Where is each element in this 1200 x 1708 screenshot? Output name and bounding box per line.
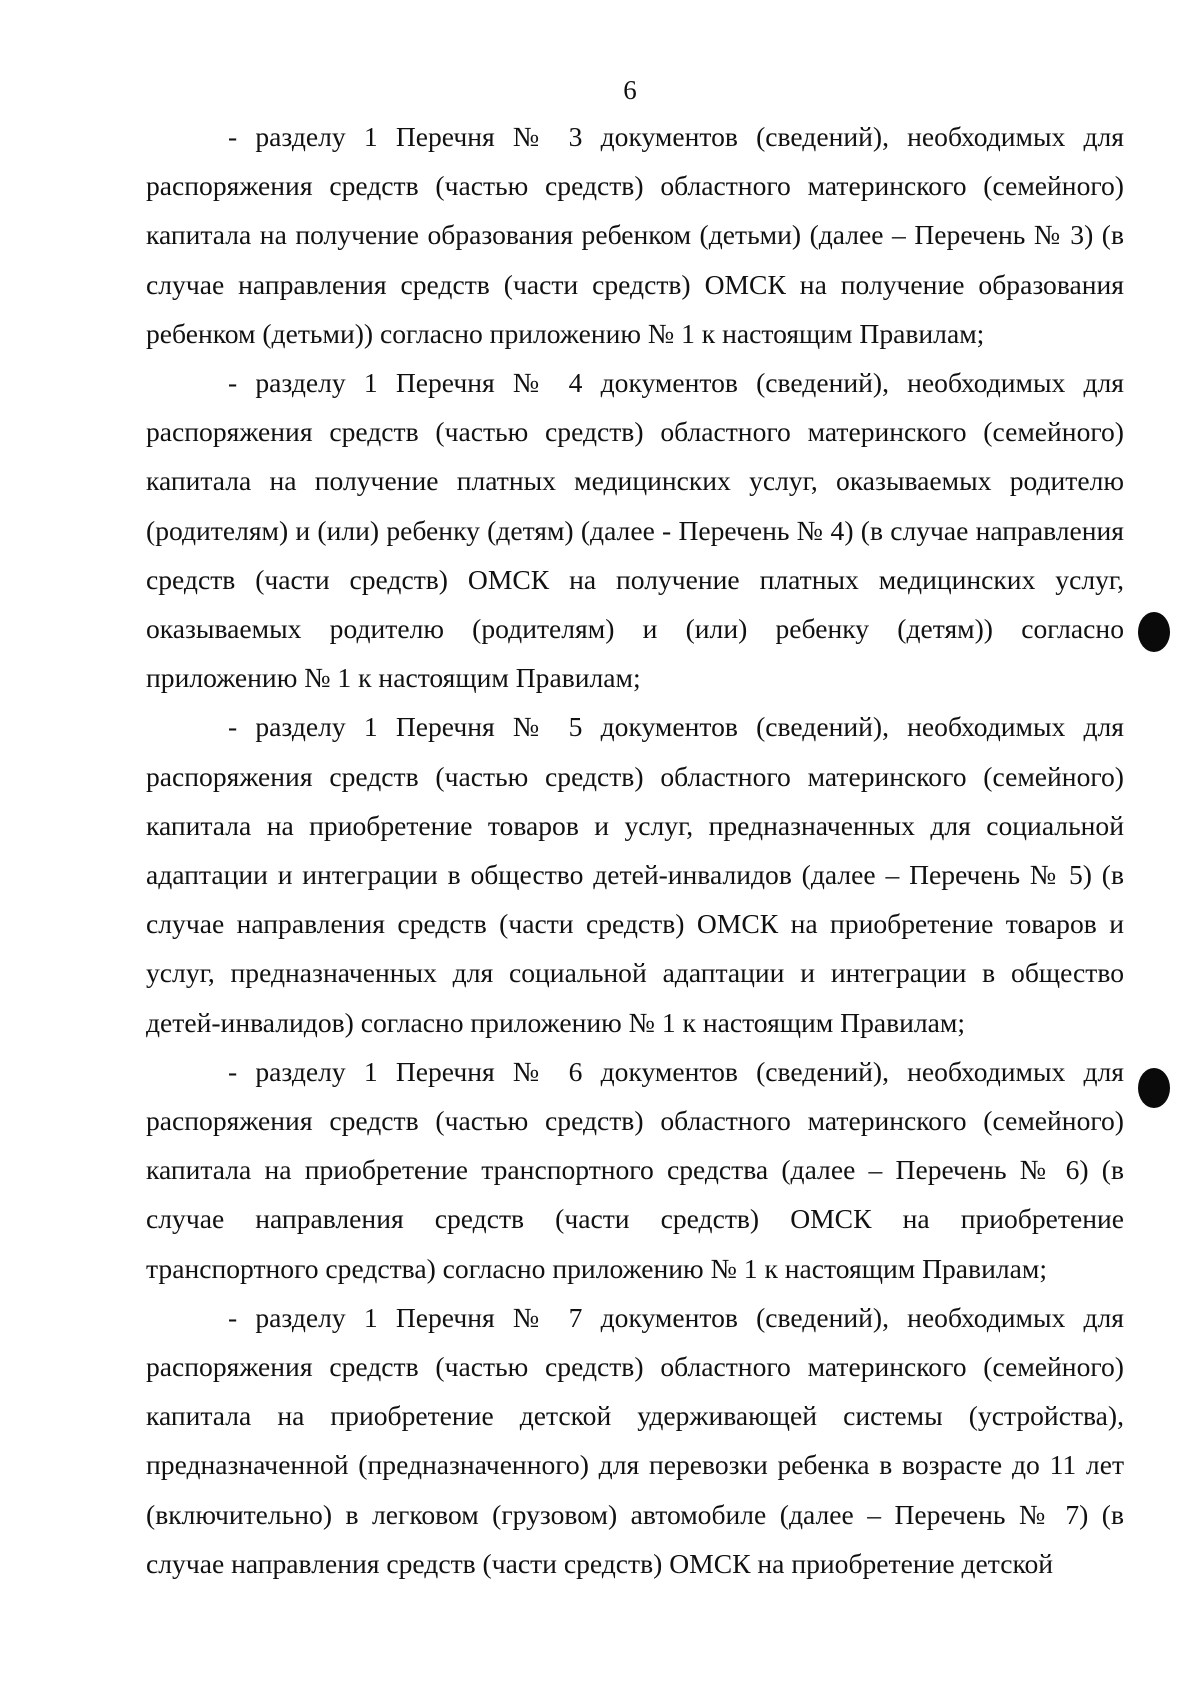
document-body bbox=[146, 112, 1124, 1588]
paragraph-list-4: - разделу 1 Перечня № 4 документов (сведений), необходимых для распоряжения средств (частью средств) областного материнского (семейного) капитала на получение платных медицинских услуг, оказываемых родителю (родителям) и (или) ребенку (детям) (далее - Перечень № 4) (в случае направления средств (части средств) ОМСК на получение платных медицинских услуг, оказываемых родителю (родителям) и (или) ребенку (детям)) согласно приложению № 1 к настоящим Правилам; bbox=[146, 367, 1124, 694]
punch-hole-mark bbox=[1138, 1068, 1170, 1108]
paragraph-list-7: - разделу 1 Перечня № 7 документов (сведений), необходимых для распоряжения средств (частью средств) областного материнского (семейного) капитала на приобретение детской удерживающей системы (устройства), предназначенной (предназначенного) для перевозки ребенка в возрасте до 11 лет (включительно) в легковом (грузовом) автомобиле (далее – Перечень № 7) (в случае направления средств (части средств) ОМСК на приобретение детской bbox=[146, 1301, 1124, 1579]
paragraph-list-6: - разделу 1 Перечня № 6 документов (сведений), необходимых для распоряжения средств (частью средств) областного материнского (семейного) капитала на приобретение транспортного средства (далее – Перечень № 6) (в случае направления средств (части средств) ОМСК на приобретение транспортного средства) согласно приложению № 1 к настоящим Правилам; bbox=[146, 1055, 1124, 1284]
punch-hole-mark bbox=[1138, 612, 1170, 652]
paragraph-list-3: - разделу 1 Перечня № 3 документов (сведений), необходимых для распоряжения средств (частью средств) областного материнского (семейного) капитала на получение образования ребенком (детьми) (далее – Перечень № 3) (в случае направления средств (части средств) ОМСК на получение образования ребенком (детьми)) согласно приложению № 1 к настоящим Правилам; bbox=[146, 121, 1124, 349]
page-number: 6 bbox=[623, 75, 637, 105]
paragraph-list-5: - разделу 1 Перечня № 5 документов (сведений), необходимых для распоряжения средств (частью средств) областного материнского (семейного) капитала на приобретение товаров и услуг, предназначенных для социальной адаптации и интеграции в общество детей-инвалидов (далее – Перечень № 5) (в случае направления средств (части средств) ОМСК на приобретение товаров и услуг, предназначенных для социальной адаптации и интеграции в общество детей-инвалидов) согласно приложению № 1 к настоящим Правилам; bbox=[146, 711, 1124, 1038]
